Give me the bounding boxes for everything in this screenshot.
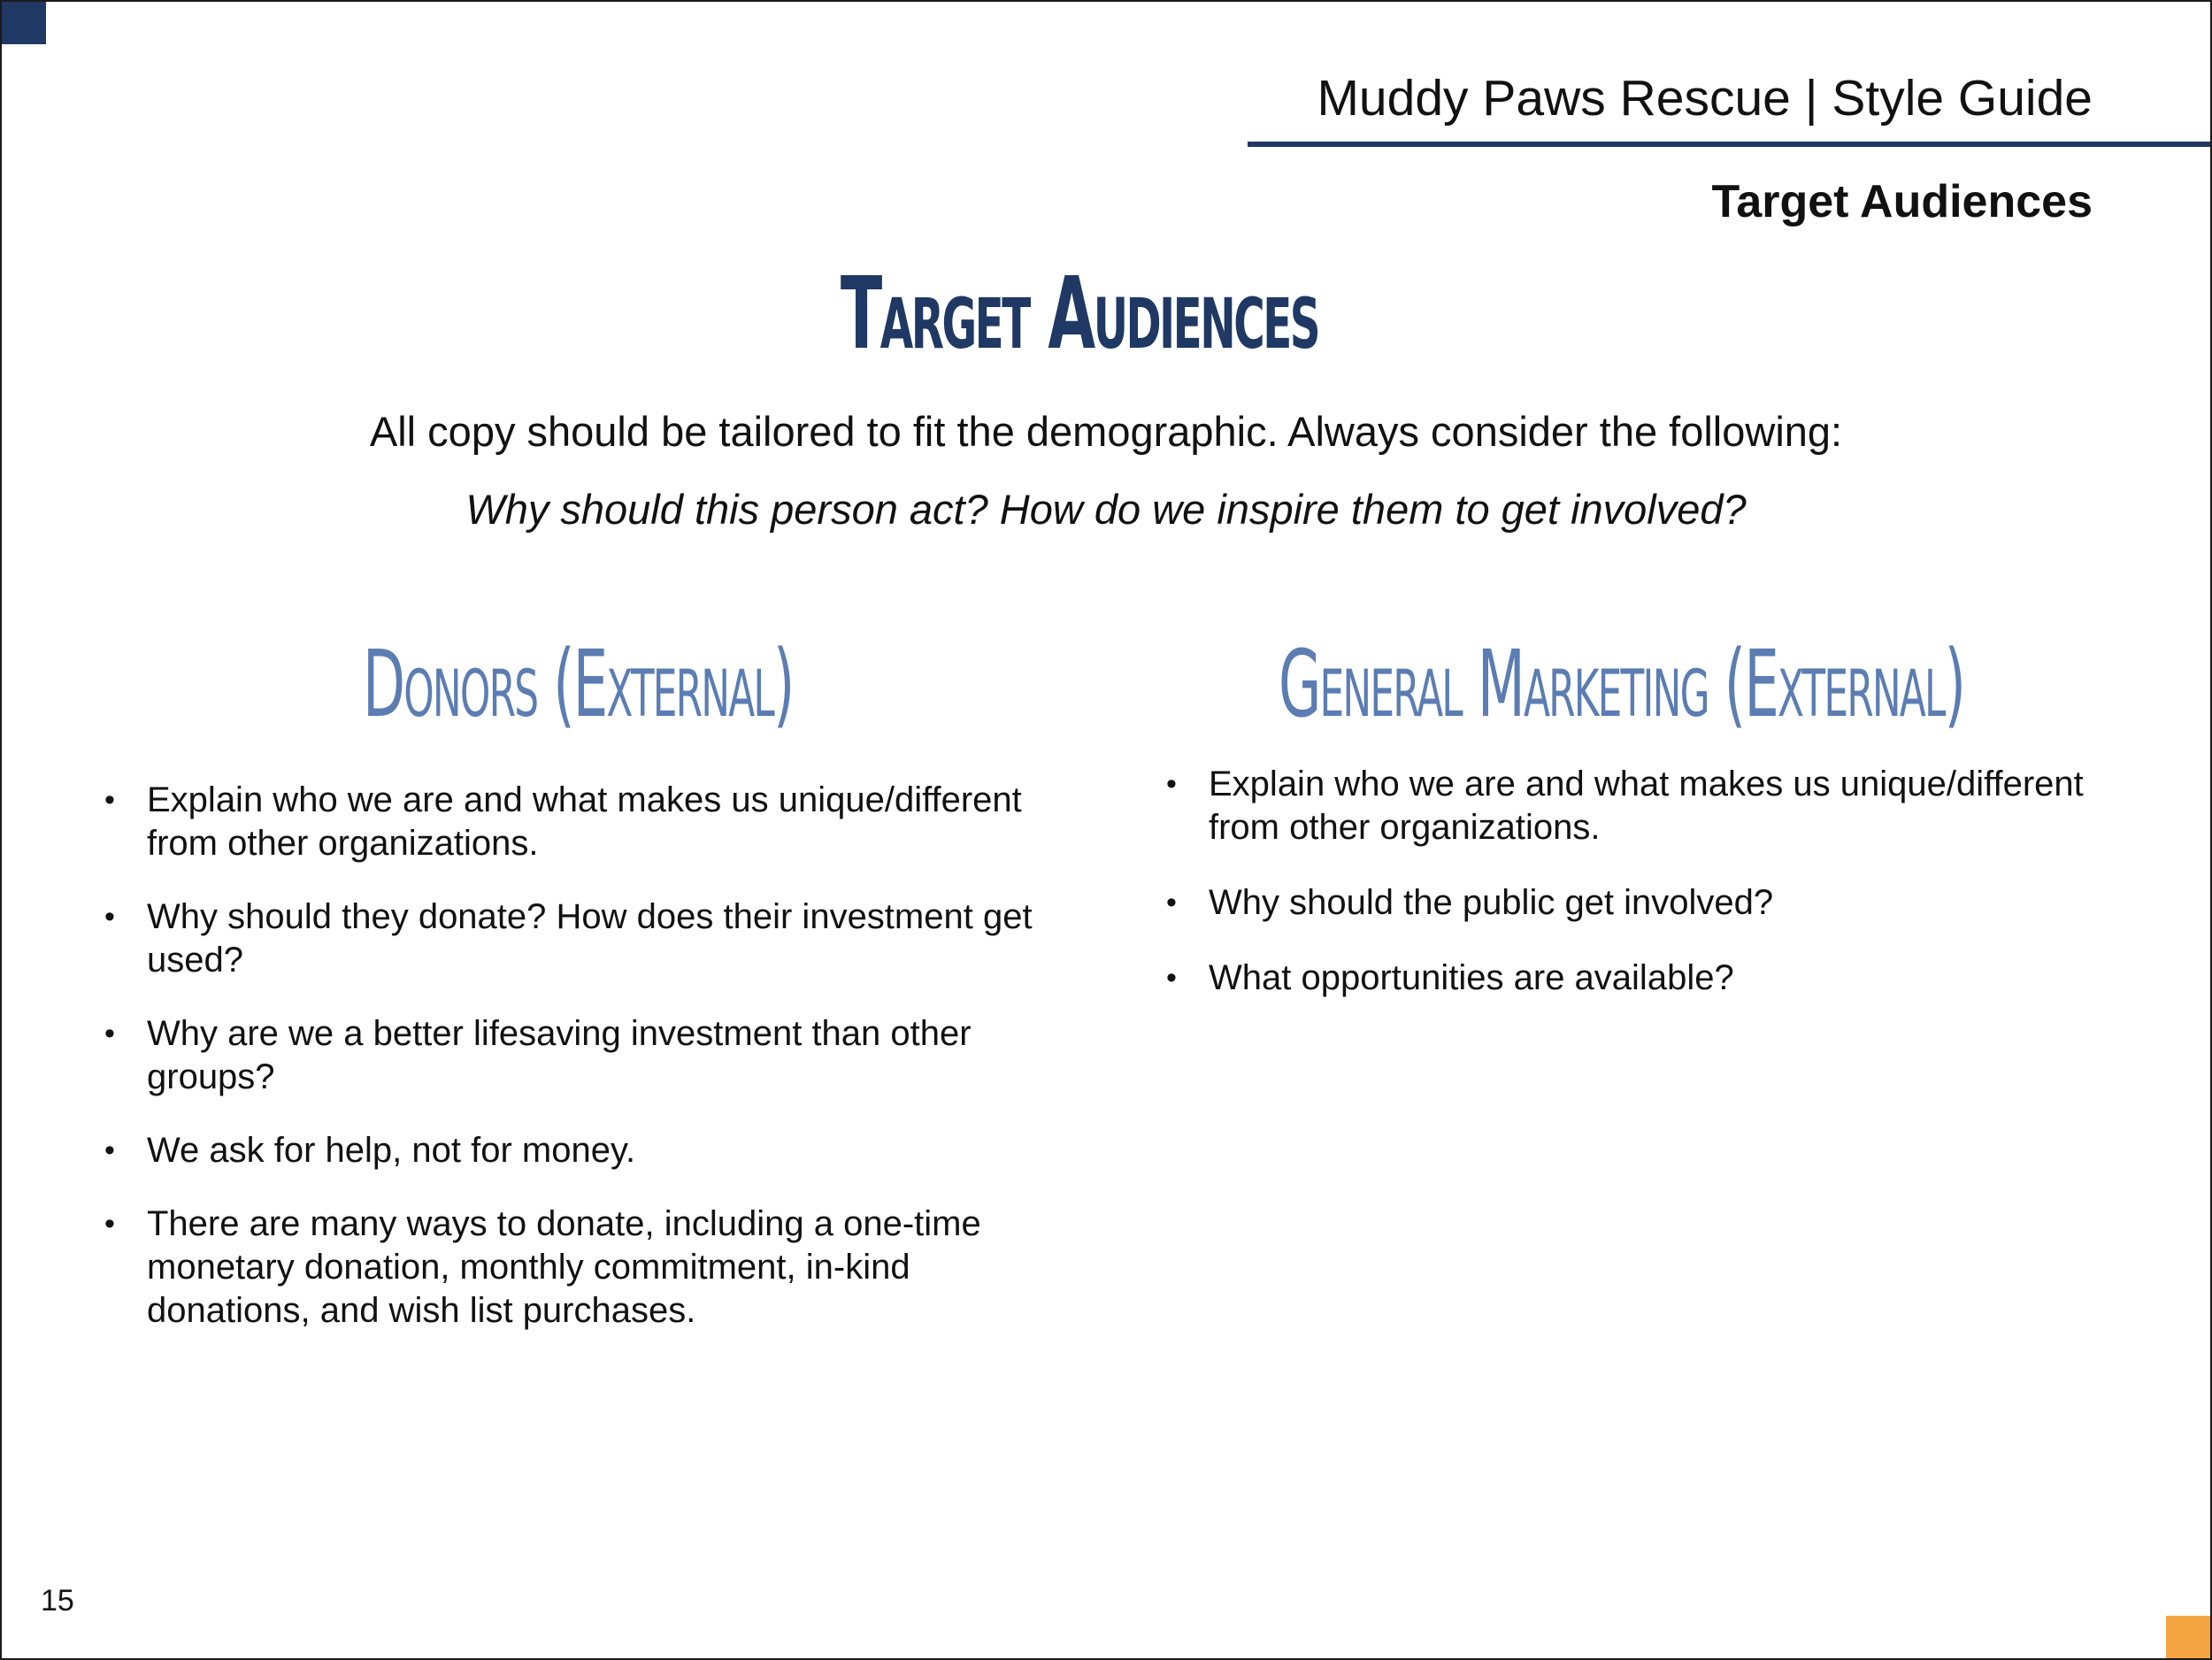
bullet-icon: • (1166, 767, 1177, 801)
bullet-icon: • (104, 783, 115, 817)
page-title: Target Audiences (840, 257, 1319, 372)
list-item (1166, 763, 2148, 849)
list-item-text: There are many ways to donate, including a one-time monetary donation, monthly commitment, in-kind donations, and wish list purchases. (147, 1204, 981, 1330)
bullet-icon: • (1166, 886, 1177, 919)
list-item (104, 1012, 1078, 1099)
list-item (104, 779, 1078, 865)
list-item (104, 1203, 1078, 1333)
list-item-text: Explain who we are and what makes us unique/different from other organizations. (1209, 765, 2084, 847)
list-item (104, 895, 1078, 982)
bullet-icon: • (104, 1017, 115, 1050)
bullet-icon: • (104, 900, 115, 934)
general-marketing-heading: General Marketing (External) (1279, 630, 1965, 738)
guiding-question: Why should this person act? How do we inspire them to get involved? (465, 486, 1747, 533)
donors-bullet-list (104, 779, 1078, 1363)
list-item-text: What opportunities are available? (1209, 958, 1734, 997)
corner-accent-top-left (2, 2, 46, 44)
intro-text: All copy should be tailored to fit the demographic. Always consider the following: (369, 408, 1843, 455)
donors-heading: Donors (External) (363, 630, 794, 738)
document-header-title: Muddy Paws Rescue | Style Guide (1317, 70, 2093, 127)
bullet-icon: • (104, 1134, 115, 1167)
list-item-text: Why should they donate? How does their investment get used? (147, 897, 1033, 980)
general-marketing-bullet-list (1166, 763, 2148, 1032)
list-item (104, 1129, 1078, 1172)
list-item (1166, 957, 2148, 1000)
bullet-icon: • (1166, 961, 1177, 995)
list-item-text: Why should the public get involved? (1209, 883, 1774, 922)
list-item (1166, 881, 2148, 925)
list-item-text: Why are we a better lifesaving investment than other groups? (147, 1014, 972, 1096)
list-item-text: We ask for help, not for money. (147, 1131, 636, 1170)
header-divider (1248, 142, 2210, 147)
list-item-text: Explain who we are and what makes us unique/different from other organizations. (147, 780, 1022, 863)
bullet-icon: • (104, 1207, 115, 1241)
page-number: 15 (41, 1584, 74, 1618)
section-label: Target Audiences (1711, 176, 2093, 227)
corner-accent-bottom-right (2166, 1616, 2210, 1658)
